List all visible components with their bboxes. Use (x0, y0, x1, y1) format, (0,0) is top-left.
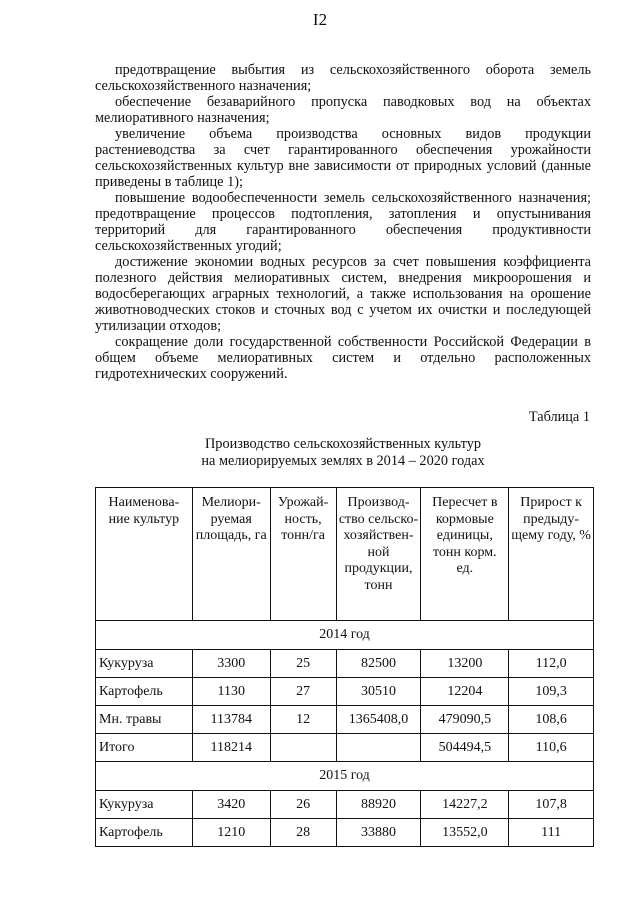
area-cell: 3420 (192, 791, 270, 819)
growth-cell: 107,8 (509, 791, 594, 819)
table-row (96, 650, 594, 678)
table-row (96, 678, 594, 706)
header-cell: Наименова-ние культур (96, 488, 193, 621)
yield-cell: 12 (270, 706, 336, 734)
table-header-row (96, 488, 594, 621)
growth-cell: 112,0 (509, 650, 594, 678)
header-cell: Производ-ство сельско-хозяйствен-ной продукции, тонн (336, 488, 421, 621)
production-cell: 30510 (336, 678, 421, 706)
paragraph: увеличение объема производства основных видов продукции растениеводства за счет гарантированного обеспечения урожайности сельскохозяйственных культур вне зависимости от природных условий (данные приведены в таблице 1); (95, 126, 591, 190)
feed-units-cell: 479090,5 (421, 706, 509, 734)
feed-units-cell: 12204 (421, 678, 509, 706)
feed-units-cell: 13552,0 (421, 819, 509, 847)
table-row-total (96, 734, 594, 762)
production-cell: 33880 (336, 819, 421, 847)
production-cell (336, 734, 421, 762)
year-row (96, 621, 594, 650)
yield-cell (270, 734, 336, 762)
yield-cell: 27 (270, 678, 336, 706)
production-cell: 88920 (336, 791, 421, 819)
area-cell: 1130 (192, 678, 270, 706)
year-cell: 2015 год (96, 762, 594, 791)
yield-cell: 25 (270, 650, 336, 678)
growth-cell: 110,6 (509, 734, 594, 762)
area-cell: 3300 (192, 650, 270, 678)
table-title (95, 436, 591, 470)
table-title-line: Производство сельскохозяйственных культур (204, 436, 482, 452)
header-cell: Прирост к предыду-щему году, % (509, 488, 594, 621)
area-cell: 1210 (192, 819, 270, 847)
header-cell: Мелиори-руемая площадь, га (192, 488, 270, 621)
paragraph: сокращение доли государственной собственности Российской Федерации в общем объеме мелиоративных систем и отдельно расположенных гидротехнических сооружений. (95, 334, 591, 382)
growth-cell: 109,3 (509, 678, 594, 706)
table-title-line: на мелиорируемых землях в 2014 – 2020 годах (201, 453, 485, 469)
table-row (96, 819, 594, 847)
feed-units-cell: 13200 (421, 650, 509, 678)
page-number: I2 (312, 10, 328, 29)
feed-units-cell: 504494,5 (421, 734, 509, 762)
body-text (95, 62, 591, 382)
paragraph: обеспечение безаварийного пропуска паводковых вод на объектах мелиоративного назначения; (95, 94, 591, 126)
growth-cell: 108,6 (509, 706, 594, 734)
crop-name-cell: Картофель (96, 819, 193, 847)
crop-name-cell: Итого (96, 734, 193, 762)
feed-units-cell: 14227,2 (421, 791, 509, 819)
table-label: Таблица 1 (528, 409, 590, 425)
growth-cell: 111 (509, 819, 594, 847)
header-cell: Урожай-ность, тонн/га (270, 488, 336, 621)
year-cell: 2014 год (96, 621, 594, 650)
paragraph: предотвращение выбытия из сельскохозяйственного оборота земель сельскохозяйственного назначения; (95, 62, 591, 94)
crop-name-cell: Кукуруза (96, 650, 193, 678)
crop-name-cell: Кукуруза (96, 791, 193, 819)
header-cell: Пересчет в кормовые единицы, тонн корм. ед. (421, 488, 509, 621)
paragraph: достижение экономии водных ресурсов за счет повышения коэффициента полезного действия мелиоративных систем, внедрения микроорошения и водосберегающих аграрных технологий, а также использования на орошение животноводческих стоков и сточных вод с учетом их очистки и последующей утилизации отходов; (95, 254, 591, 334)
crop-name-cell: Мн. травы (96, 706, 193, 734)
production-cell: 1365408,0 (336, 706, 421, 734)
table-row (96, 706, 594, 734)
crop-name-cell: Картофель (96, 678, 193, 706)
crop-production-table (95, 487, 594, 847)
area-cell: 113784 (192, 706, 270, 734)
yield-cell: 28 (270, 819, 336, 847)
year-row (96, 762, 594, 791)
table-row (96, 791, 594, 819)
production-cell: 82500 (336, 650, 421, 678)
area-cell: 118214 (192, 734, 270, 762)
yield-cell: 26 (270, 791, 336, 819)
paragraph: повышение водообеспеченности земель сельскохозяйственного назначения; предотвращение процессов подтопления, затопления и опустынивания территорий для гарантированного обеспечения продуктивности сельскохозяйственных угодий; (95, 190, 591, 254)
